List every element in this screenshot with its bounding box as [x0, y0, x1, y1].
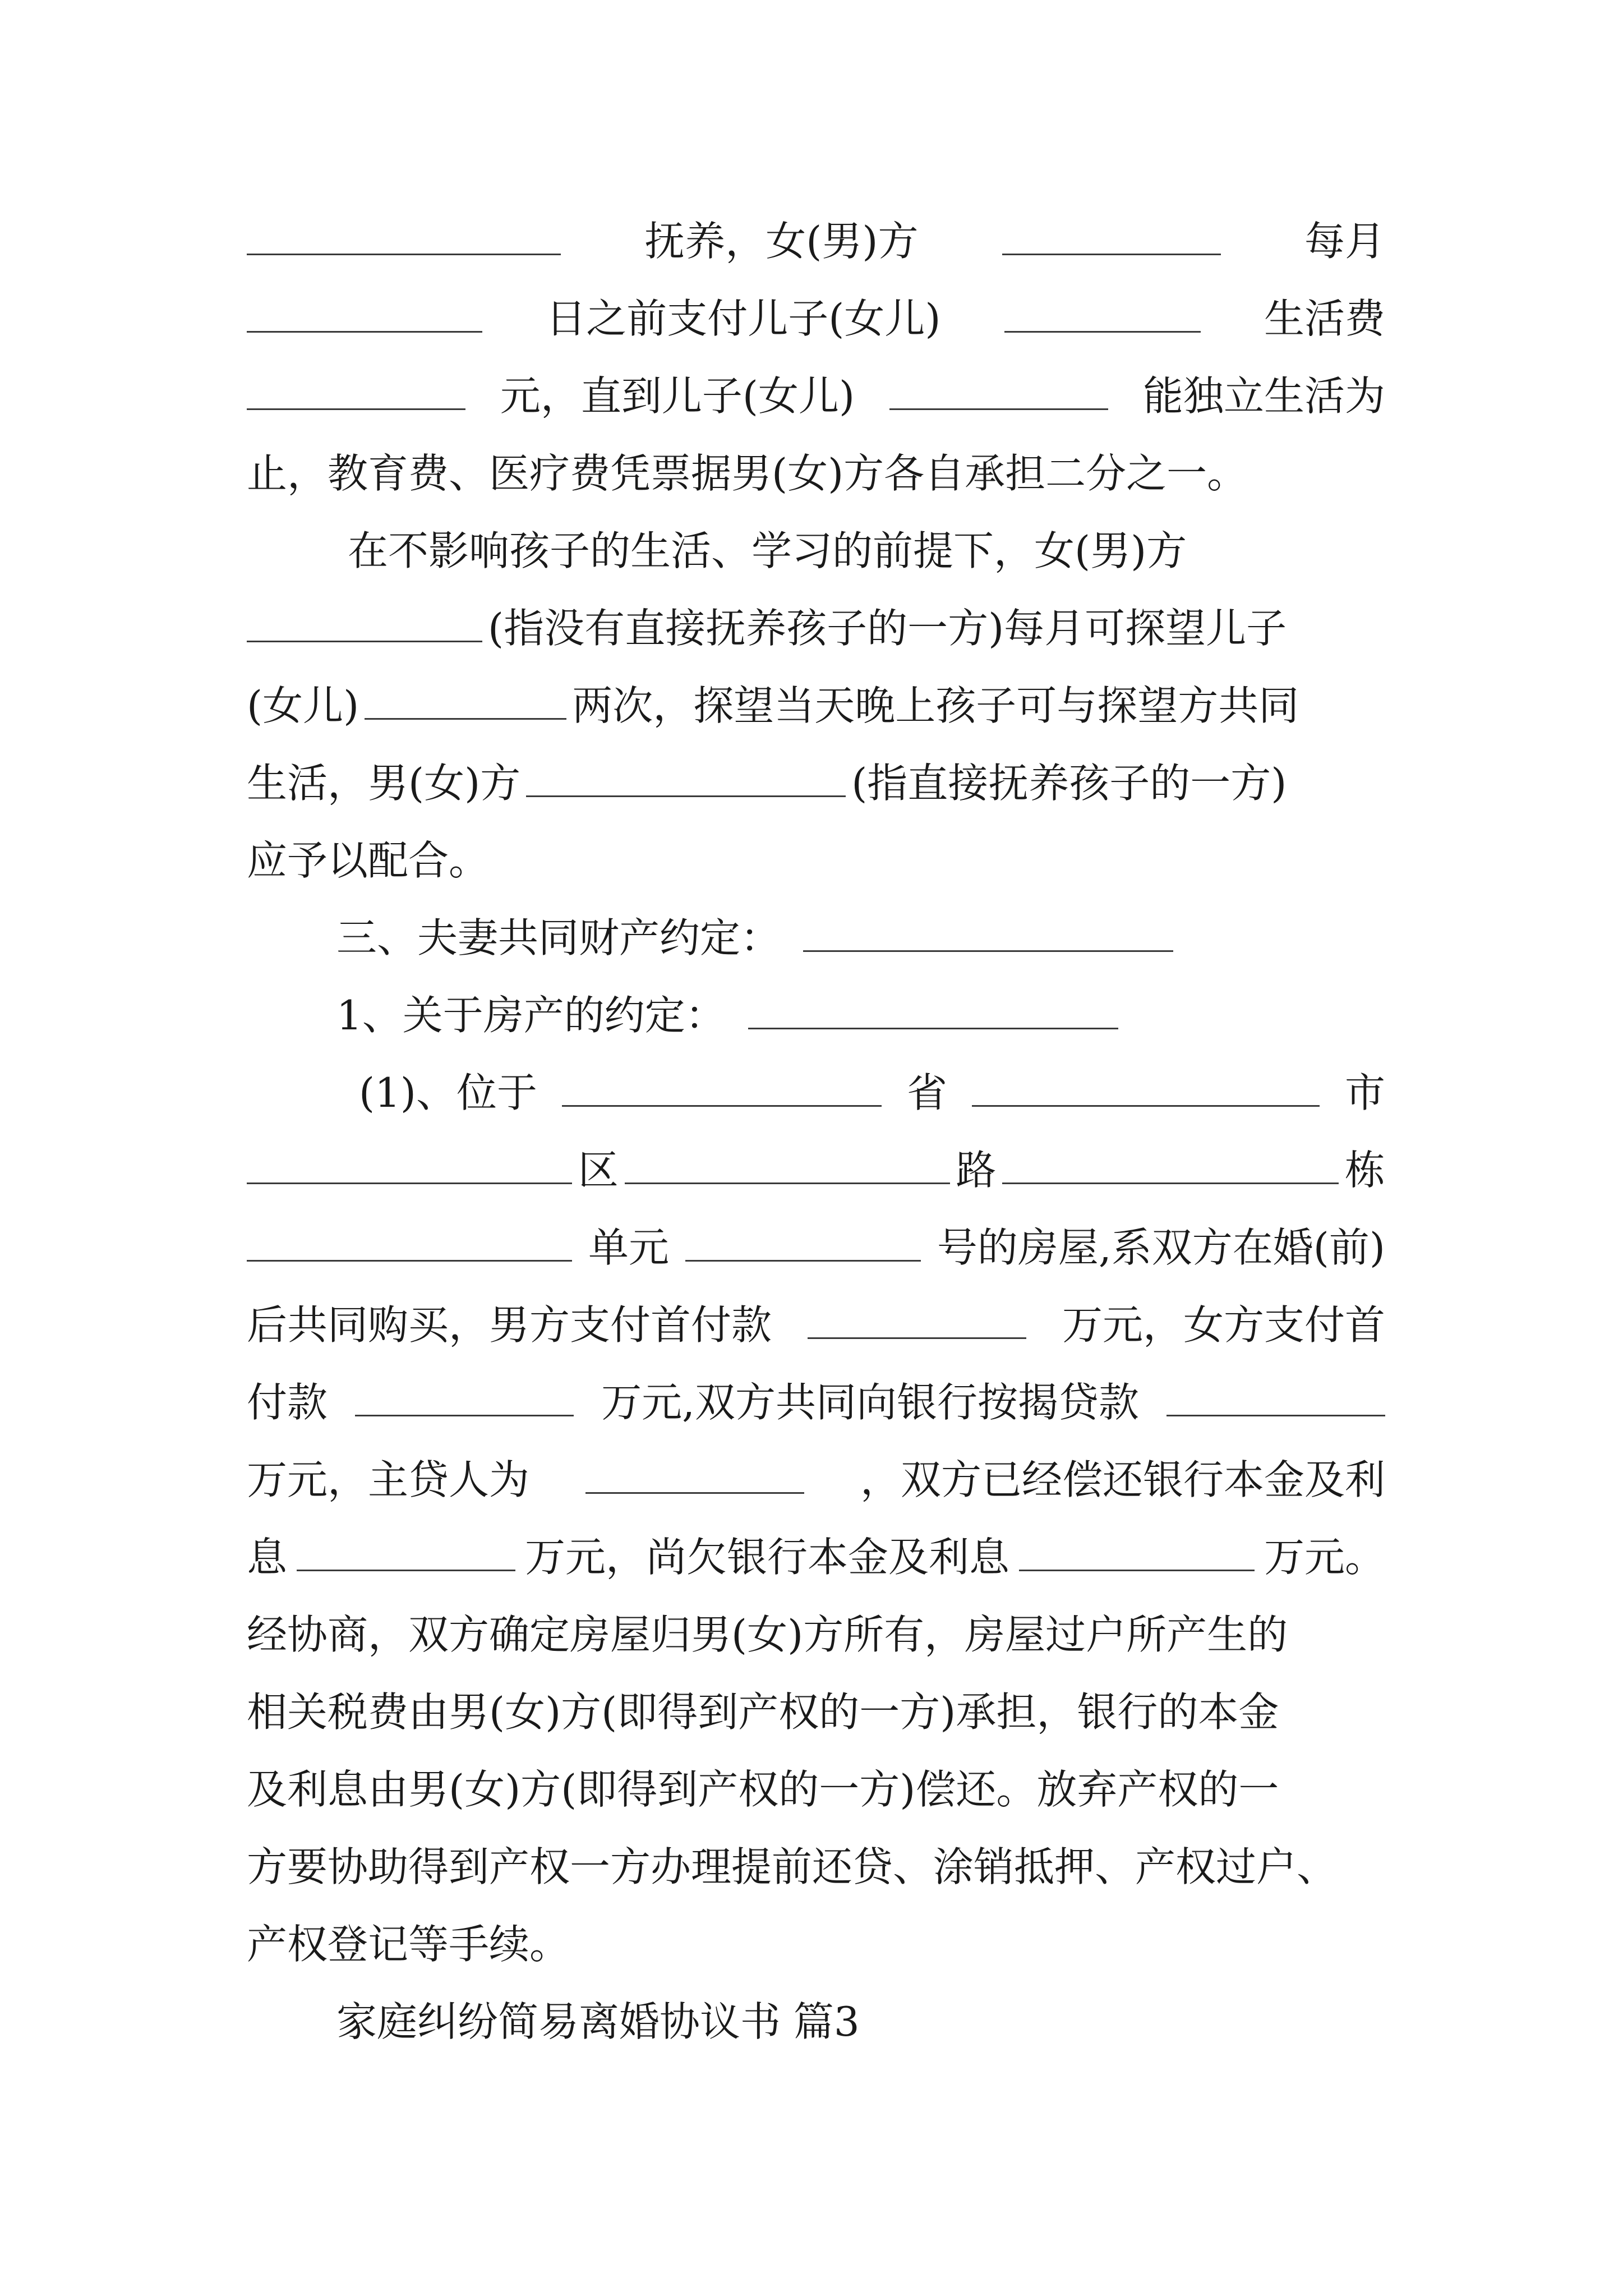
text-line — [247, 1297, 1385, 1353]
text-line — [247, 1607, 1385, 1663]
text-segment: 在不影响孩子的生活、学习的前提下，女(男)方 — [348, 527, 1187, 574]
text-segment: 止，教育费、医疗费凭票据男(女)方各自承担二分之一。 — [247, 450, 1248, 497]
text-segment: 生活费 — [1264, 295, 1385, 342]
text-segment: 万元,双方共同向银行按揭贷款 — [601, 1379, 1139, 1426]
text-line — [247, 1761, 1385, 1818]
text-segment: 万元，女方支付首 — [1062, 1301, 1385, 1349]
text-segment: 单元 — [588, 1224, 669, 1271]
text-line — [247, 1452, 1385, 1508]
text-line — [359, 1065, 1385, 1121]
text-segment: 家庭纠纷简易离婚协议书 篇3 — [336, 1998, 860, 2045]
blank-line — [1002, 1143, 1339, 1184]
text-segment: 相关税费由男(女)方(即得到产权的一方)承担，银行的本金 — [247, 1688, 1279, 1736]
text-line — [247, 832, 1385, 889]
text-line — [247, 600, 1385, 656]
text-line — [247, 291, 1385, 347]
blank-line — [562, 1066, 882, 1107]
blank-line — [625, 1143, 950, 1184]
text-line — [336, 987, 1475, 1043]
text-line — [247, 368, 1385, 424]
text-segment: 1、关于房产的约定： — [336, 992, 726, 1039]
blank-line — [1019, 1530, 1255, 1571]
blank-line — [1002, 214, 1221, 255]
text-segment: (指直接抚养孩子的一方) — [851, 760, 1287, 807]
text-segment: (女儿) — [247, 682, 359, 729]
text-segment: 每月 — [1304, 218, 1385, 265]
text-segment: 万元，主贷人为 — [247, 1456, 530, 1503]
text-line — [247, 1916, 1385, 1972]
blank-line — [247, 369, 465, 410]
text-segment: 号的房屋,系双方在婚(前) — [937, 1224, 1385, 1271]
text-line — [247, 213, 1385, 269]
text-segment: 两次，探望当天晚上孩子可与探望方共同 — [572, 682, 1299, 729]
text-line — [247, 1684, 1385, 1740]
blank-line — [972, 1066, 1320, 1107]
blank-line — [355, 1375, 574, 1416]
text-segment: 及利息由男(女)方(即得到产权的一方)偿还。放弃产权的一 — [247, 1766, 1279, 1813]
text-segment: (指没有直接抚养孩子的一方)每月可探望儿子 — [488, 605, 1287, 652]
text-segment: 区 — [578, 1147, 619, 1194]
blank-line — [803, 911, 1173, 952]
text-line — [247, 1529, 1385, 1585]
blank-line — [1166, 1375, 1385, 1416]
text-segment: 能独立生活为 — [1142, 372, 1385, 420]
text-line — [247, 445, 1385, 501]
blank-line — [585, 1453, 804, 1494]
text-line — [247, 1839, 1385, 1895]
text-segment: ，双方已经偿还银行本金及利 — [860, 1456, 1385, 1503]
text-line — [247, 755, 1385, 811]
text-segment: 抚养，女(男)方 — [644, 218, 919, 265]
text-segment: 万元。 — [1264, 1534, 1385, 1581]
text-segment: 元，直到儿子(女儿) — [500, 372, 855, 420]
text-line — [348, 523, 1385, 579]
text-segment: 三、夫妻共同财产约定： — [336, 914, 781, 961]
text-segment: 方要协助得到产权一方办理提前还贷、涂销抵押、产权过户、 — [247, 1843, 1338, 1890]
text-segment: 付款 — [247, 1379, 328, 1426]
blank-line — [748, 988, 1118, 1029]
blank-line — [297, 1530, 515, 1571]
blank-line — [526, 756, 846, 797]
section-heading — [336, 1994, 1475, 2050]
text-segment: 息 — [247, 1534, 288, 1581]
text-line — [336, 910, 1475, 966]
blank-line — [365, 679, 566, 720]
text-segment: 万元，尚欠银行本金及利息 — [524, 1534, 1009, 1581]
blank-line — [1004, 292, 1201, 333]
blank-line — [247, 601, 482, 642]
blank-line — [808, 1298, 1026, 1339]
text-segment: (1)、位于 — [359, 1069, 537, 1116]
blank-line — [247, 214, 561, 255]
text-segment: 生活，男(女)方 — [247, 760, 521, 807]
text-segment: 产权登记等手续。 — [247, 1921, 570, 1968]
text-segment: 省 — [906, 1069, 947, 1116]
text-segment: 路 — [956, 1147, 997, 1194]
blank-line — [889, 369, 1108, 410]
text-segment: 市 — [1344, 1069, 1385, 1116]
text-segment: 栋 — [1344, 1147, 1385, 1194]
text-segment: 经协商，双方确定房屋归男(女)方所有，房屋过户所产生的 — [247, 1611, 1288, 1658]
text-line — [247, 1374, 1385, 1430]
blank-line — [685, 1221, 921, 1262]
blank-line — [247, 1143, 572, 1184]
blank-line — [247, 1221, 572, 1262]
text-segment: 后共同购买，男方支付首付款 — [247, 1301, 772, 1349]
text-line — [247, 678, 1385, 734]
text-line — [247, 1142, 1385, 1198]
text-segment: 日之前支付儿子(女儿) — [546, 295, 941, 342]
text-line — [247, 1220, 1385, 1276]
text-segment: 应予以配合。 — [247, 837, 490, 884]
blank-line — [247, 292, 482, 333]
